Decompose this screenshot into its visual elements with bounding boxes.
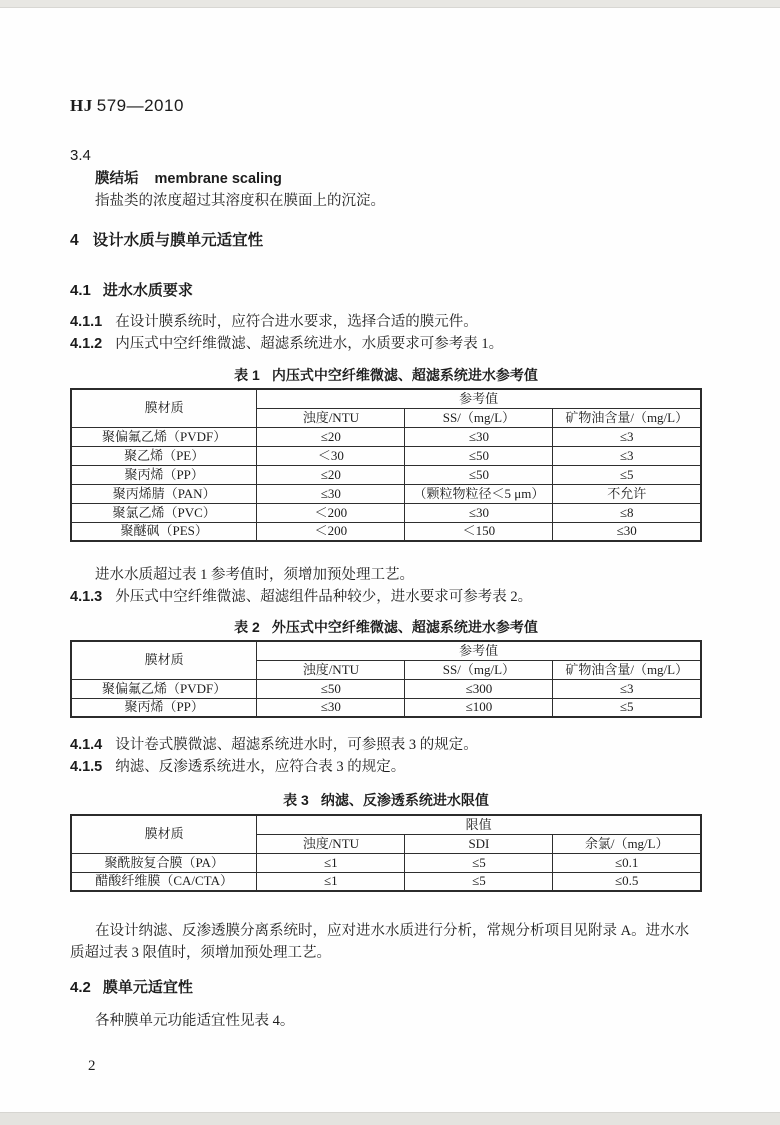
standard-number: 579—2010 (96, 96, 184, 115)
term-definition: 指盐类的浓度超过其溶度积在膜面上的沉淀。 (95, 193, 385, 209)
table-cell: ≤50 (257, 679, 405, 698)
clause-3-4-number: 3.4 (70, 147, 91, 164)
table-2-caption-label: 表 2 (234, 619, 260, 635)
table-1-note: 进水水质超过表 1 参考值时，须增加预处理工艺。 (95, 567, 414, 583)
data-table (70, 640, 702, 718)
table-cell: SDI (405, 834, 553, 853)
table-cell: ＜200 (257, 503, 405, 522)
table-cell: ≤5 (405, 853, 553, 872)
table-cell: 余氯/（mg/L） (553, 834, 701, 853)
table-cell: 聚丙烯（PP） (71, 465, 257, 484)
table-cell: ≤30 (405, 503, 553, 522)
section-4-1-heading (70, 281, 702, 301)
term-zh: 膜结垢 (95, 171, 139, 187)
table-cell: ≤8 (553, 503, 701, 522)
clause-4-1-5 (70, 756, 702, 778)
table-cell: 矿物油含量/（mg/L） (553, 408, 701, 427)
data-table (70, 388, 702, 542)
table-cell: 参考值 (257, 641, 701, 660)
clause-4-1-1-text: 在设计膜系统时，应符合进水要求，选择合适的膜元件。 (115, 314, 478, 330)
section-4-1-title: 进水水质要求 (102, 282, 193, 299)
table-cell: ≤3 (553, 427, 701, 446)
table-cell: SS/（mg/L） (405, 408, 553, 427)
clause-4-1-1-number: 4.1.1 (70, 314, 103, 330)
table-cell: 醋酸纤维膜（CA/CTA） (71, 872, 257, 891)
table-cell: ≤30 (257, 698, 405, 717)
scan-edge-bottom (0, 1112, 780, 1125)
chapter-4-title: 设计水质与膜单元适宜性 (92, 232, 264, 249)
clause-4-1-4-text: 设计卷式膜微滤、超滤系统进水时，可参照表 3 的规定。 (115, 737, 478, 753)
table-cell: 聚醚砜（PES） (71, 522, 257, 541)
table-cell: ＜30 (257, 446, 405, 465)
table-cell: ≤1 (257, 872, 405, 891)
table-cell: ＜150 (405, 522, 553, 541)
clause-4-1-4 (70, 734, 702, 756)
table-3-note: 在设计纳滤、反渗透膜分离系统时，应对进水水质进行分析，常规分析项目见附录 A。进水水质超过表 3 限值时，须增加预处理工艺。 (70, 923, 690, 961)
table-cell: ≤20 (257, 465, 405, 484)
table-cell: 浊度/NTU (257, 660, 405, 679)
page-content (0, 8, 780, 1076)
table-cell: 参考值 (257, 389, 701, 408)
clause-4-1-2 (70, 333, 702, 355)
clause-4-1-4-number: 4.1.4 (70, 737, 103, 753)
clause-4-1-1 (70, 311, 702, 333)
table-cell: 聚氯乙烯（PVC） (71, 503, 257, 522)
table-1-caption (70, 367, 702, 384)
standard-code: HJ (70, 96, 93, 115)
document-page (0, 8, 780, 1112)
clause-4-1-3-text: 外压式中空纤维微滤、超滤组件品种较少，进水要求可参考表 2。 (115, 589, 533, 605)
table-cell: ≤5 (553, 465, 701, 484)
term-heading (95, 169, 702, 190)
document-header (70, 96, 702, 116)
table-2-caption-text: 外压式中空纤维微滤、超滤系统进水参考值 (271, 619, 538, 635)
table-cell: ≤3 (553, 679, 701, 698)
section-4-2-title: 膜单元适宜性 (102, 979, 193, 996)
table-cell: ≤20 (257, 427, 405, 446)
section-4-2-number: 4.2 (70, 979, 91, 996)
table-cell: SS/（mg/L） (405, 660, 553, 679)
table-cell: ≤3 (553, 446, 701, 465)
table-cell: 聚偏氟乙烯（PVDF） (71, 679, 257, 698)
table-cell: ≤30 (553, 522, 701, 541)
table-cell: 聚酰胺复合膜（PA） (71, 853, 257, 872)
table-1-caption-label: 表 1 (234, 367, 260, 383)
table-cell: 限值 (257, 815, 701, 834)
clause-4-1-3 (70, 586, 702, 608)
table-cell: ≤300 (405, 679, 553, 698)
clause-4-1-2-text: 内压式中空纤维微滤、超滤系统进水，水质要求可参考表 1。 (115, 336, 504, 352)
section-4-2-heading (70, 978, 702, 998)
section-4-1-number: 4.1 (70, 282, 91, 299)
table-cell: ≤50 (405, 446, 553, 465)
table-3-caption-text: 纳滤、反渗透系统进水限值 (320, 792, 489, 808)
clause-4-1-3-number: 4.1.3 (70, 589, 103, 605)
table-2-caption (70, 619, 702, 636)
table-cell: ≤30 (257, 484, 405, 503)
data-table (70, 814, 702, 892)
table-cell: 聚丙烯（PP） (71, 698, 257, 717)
table-1-caption-text: 内压式中空纤维微滤、超滤系统进水参考值 (271, 367, 538, 383)
table-cell: 矿物油含量/（mg/L） (553, 660, 701, 679)
table-cell: 膜材质 (71, 389, 257, 427)
clause-4-1-2-number: 4.1.2 (70, 336, 103, 352)
section-4-2-text: 各种膜单元功能适宜性见表 4。 (95, 1013, 295, 1029)
table-cell: （颗粒物粒径＜5 μm） (405, 484, 553, 503)
table-cell: 浊度/NTU (257, 408, 405, 427)
table-cell: 不允许 (553, 484, 701, 503)
table-cell: ≤100 (405, 698, 553, 717)
chapter-4-number: 4 (70, 232, 79, 249)
table-cell: 聚丙烯腈（PAN） (71, 484, 257, 503)
table-2 (70, 640, 702, 718)
table-cell: 浊度/NTU (257, 834, 405, 853)
clause-4-1-5-text: 纳滤、反渗透系统进水，应符合表 3 的规定。 (115, 759, 406, 775)
table-1 (70, 388, 702, 542)
table-cell: ≤30 (405, 427, 553, 446)
table-cell: ≤5 (553, 698, 701, 717)
chapter-4-heading (70, 230, 702, 252)
table-cell: ≤0.5 (553, 872, 701, 891)
page-number: 2 (88, 1058, 96, 1074)
clause-4-1-5-number: 4.1.5 (70, 759, 103, 775)
term-en: membrane scaling (154, 171, 282, 187)
table-cell: 聚乙烯（PE） (71, 446, 257, 465)
table-cell: ≤50 (405, 465, 553, 484)
table-3-caption (70, 792, 702, 809)
table-cell: ≤0.1 (553, 853, 701, 872)
table-cell: 聚偏氟乙烯（PVDF） (71, 427, 257, 446)
table-3 (70, 814, 702, 892)
table-cell: ≤5 (405, 872, 553, 891)
table-cell: ≤1 (257, 853, 405, 872)
table-cell: 膜材质 (71, 641, 257, 679)
table-cell: ＜200 (257, 522, 405, 541)
scan-edge-top (0, 0, 780, 8)
table-cell: 膜材质 (71, 815, 257, 853)
table-3-caption-label: 表 3 (283, 792, 309, 808)
